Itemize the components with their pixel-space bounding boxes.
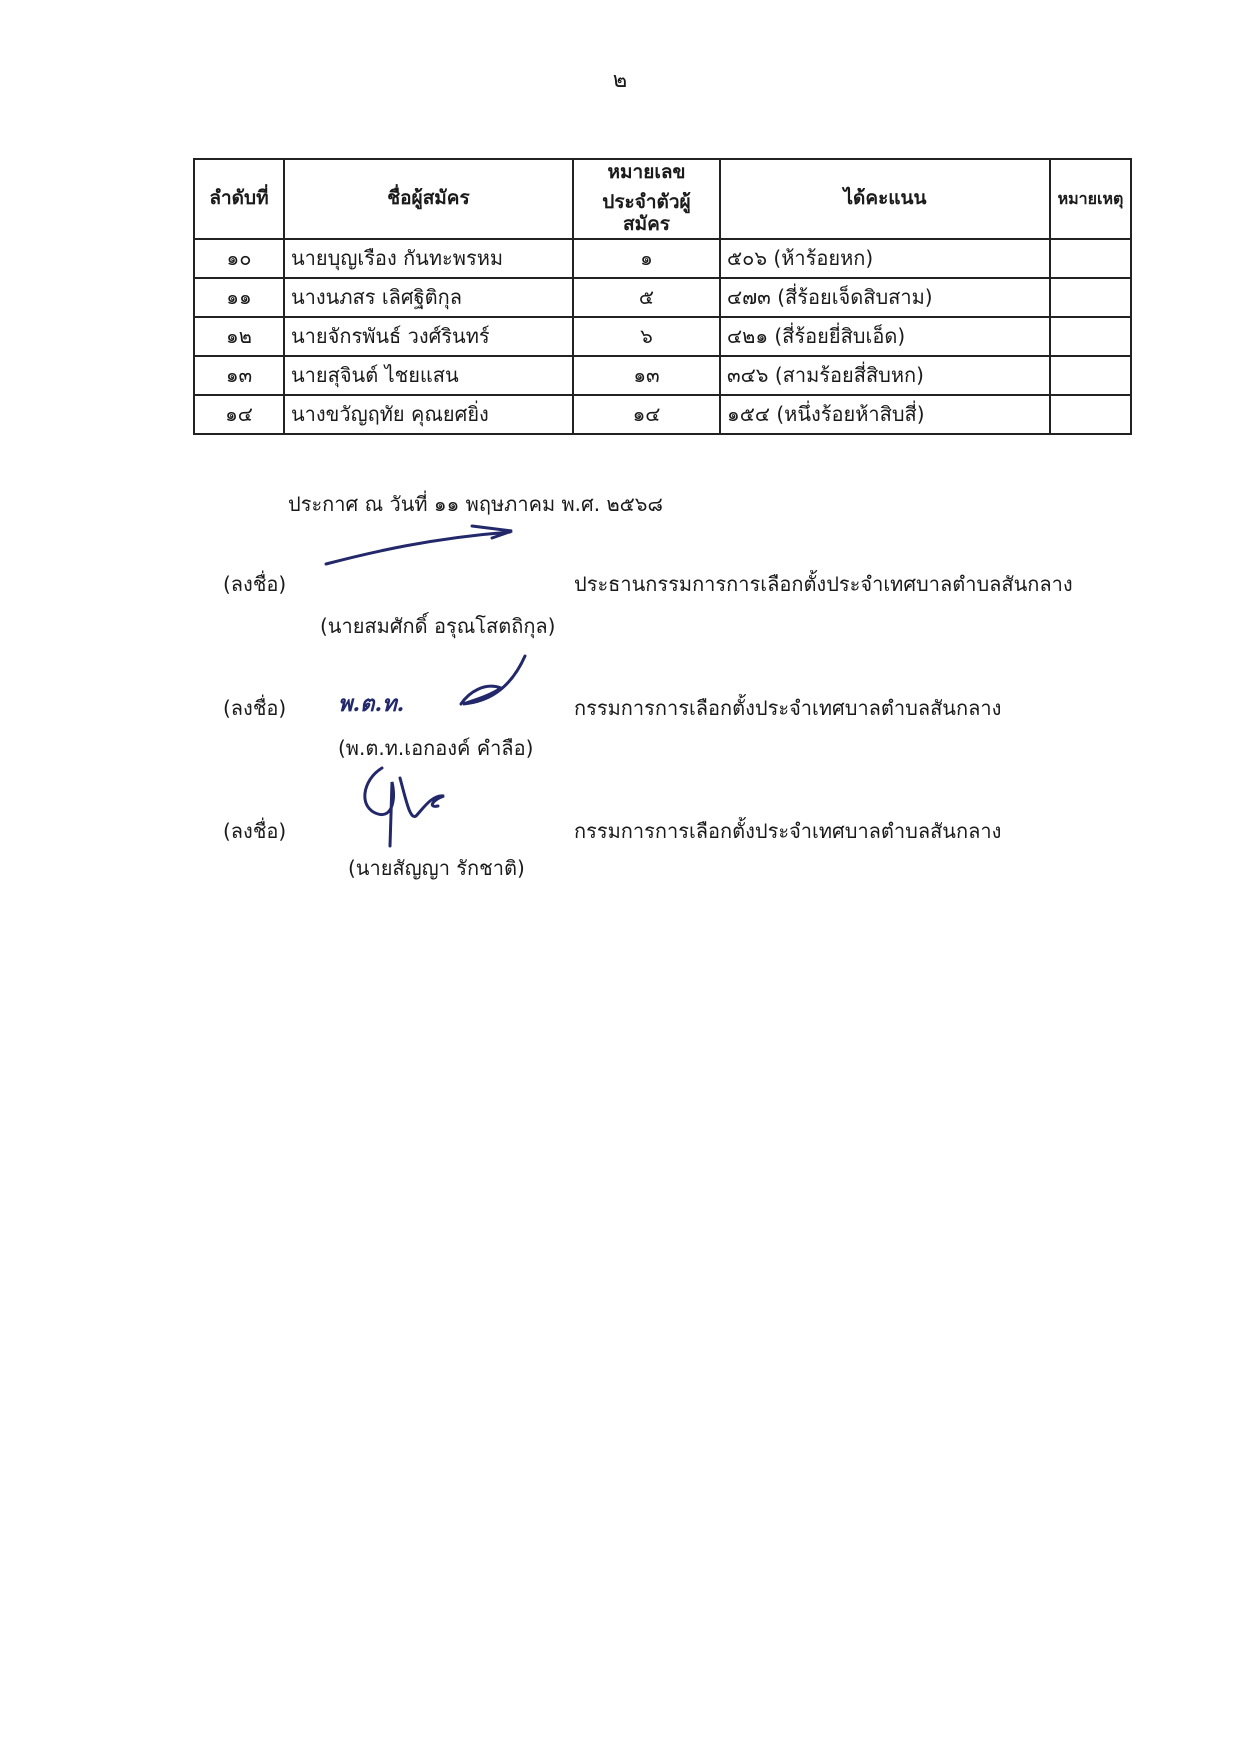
header-score: ได้คะแนน [720,159,1050,239]
signature-role-1: ประธานกรรมการการเลือกตั้งประจำเทศบาลตำบลสันกลาง [574,572,1073,596]
table-header-row [194,159,1131,239]
cell-score: ๔๗๓ (สี่ร้อยเจ็ดสิบสาม) [720,278,1050,317]
cell-number: ๑๔ [573,395,720,434]
header-number-line1: หมายเลข [607,161,686,184]
signature-name-3: (นายสัญญา รักชาติ) [348,856,525,880]
cell-number: ๑ [573,239,720,278]
signature-mark-2 [455,652,535,712]
signature-label-2: (ลงชื่อ) [223,696,287,720]
announcement-date: ประกาศ ณ วันที่ ๑๑ พฤษภาคม พ.ศ. ๒๕๖๘ [288,492,663,516]
table-row [194,395,1131,434]
signature-name-2: (พ.ต.ท.เอกองค์ คำลือ) [338,736,534,760]
cell-number: ๑๓ [573,356,720,395]
cell-order: ๑๐ [194,239,284,278]
signature-label-3: (ลงชื่อ) [223,819,287,843]
cell-order: ๑๓ [194,356,284,395]
results-table [193,158,1132,435]
table-row [194,356,1131,395]
signature-role-3: กรรมการการเลือกตั้งประจำเทศบาลตำบลสันกลาง [574,819,1002,843]
cell-number: ๖ [573,317,720,356]
header-number [573,159,720,239]
signature-role-2: กรรมการการเลือกตั้งประจำเทศบาลตำบลสันกลาง [574,696,1002,720]
header-remarks: หมายเหตุ [1050,159,1131,239]
signature-name-1: (นายสมศักดิ์ อรุณโสตถิกุล) [320,614,556,638]
cell-name: นายจักรพันธ์ วงศ์รินทร์ [284,317,573,356]
cell-remarks [1050,278,1131,317]
cell-remarks [1050,356,1131,395]
signature-mark-3 [352,760,472,850]
header-order: ลำดับที่ [194,159,284,239]
signature-mark-1 [322,522,522,572]
cell-remarks [1050,395,1131,434]
cell-name: นางขวัญฤทัย คุณยศยิ่ง [284,395,573,434]
cell-score: ๑๕๔ (หนึ่งร้อยห้าสิบสี่) [720,395,1050,434]
cell-score: ๔๒๑ (สี่ร้อยยี่สิบเอ็ด) [720,317,1050,356]
cell-remarks [1050,239,1131,278]
cell-order: ๑๑ [194,278,284,317]
page-number: ๒ [612,68,628,93]
cell-name: นายบุญเรือง กันทะพรหม [284,239,573,278]
cell-score: ๕๐๖ (ห้าร้อยหก) [720,239,1050,278]
cell-order: ๑๒ [194,317,284,356]
cell-score: ๓๔๖ (สามร้อยสี่สิบหก) [720,356,1050,395]
cell-remarks [1050,317,1131,356]
table-row [194,239,1131,278]
table-row [194,278,1131,317]
header-number-line2: ประจำตัวผู้สมัคร [602,191,691,235]
header-name: ชื่อผู้สมัคร [284,159,573,239]
cell-name: นายสุจินต์ ไชยแสน [284,356,573,395]
signature-handwritten-prefix: พ.ต.ท. [338,691,405,717]
cell-order: ๑๔ [194,395,284,434]
cell-name: นางนภสร เลิศฐิติกุล [284,278,573,317]
signature-label-1: (ลงชื่อ) [223,572,287,596]
cell-number: ๕ [573,278,720,317]
table-row [194,317,1131,356]
